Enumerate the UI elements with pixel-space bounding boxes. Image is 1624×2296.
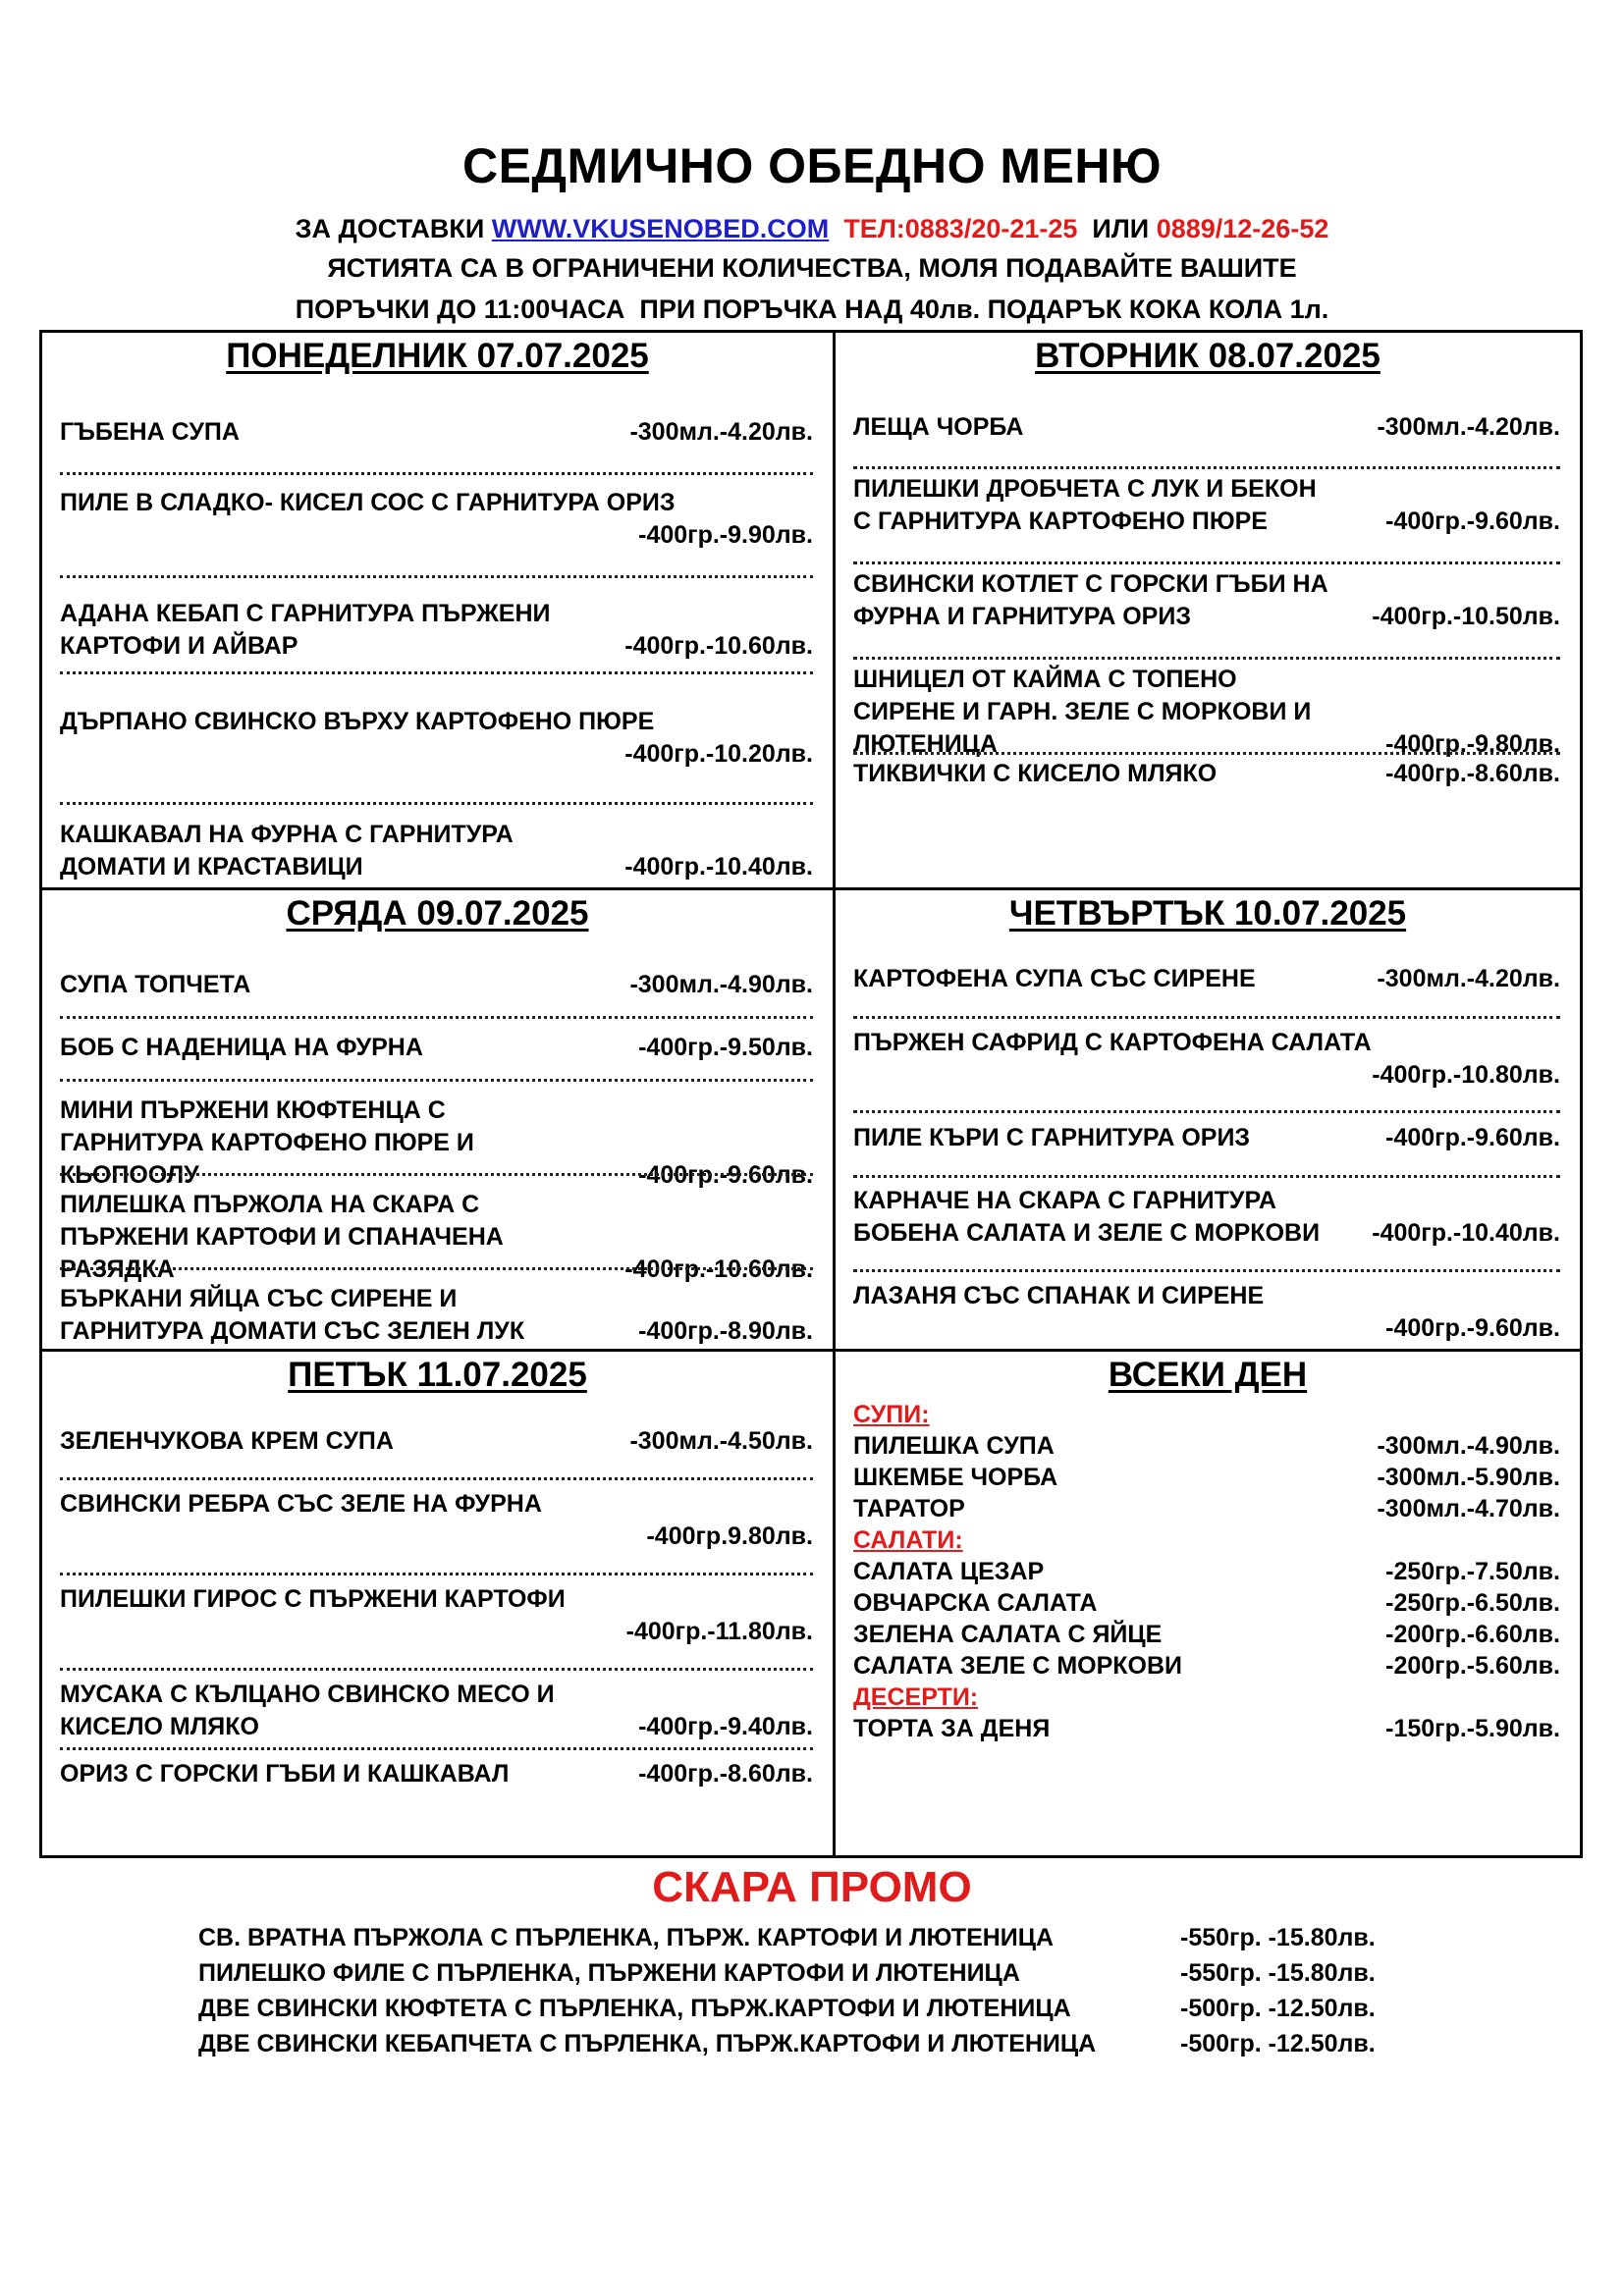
- dotted-separator: [60, 1079, 813, 1082]
- menu-item: КАРТОФЕНА СУПА СЪС СИРЕНЕ -300мл.-4.20лв.: [853, 965, 1560, 992]
- dotted-separator: [60, 1747, 813, 1750]
- dotted-separator: [60, 671, 813, 674]
- notice-line-2: ПОРЪЧКИ ДО 11:00ЧАСА ПРИ ПОРЪЧКА НАД 40лв. ПОДАРЪК КОКА КОЛА 1л.: [295, 294, 1329, 324]
- menu-item: ЗЕЛЕНЧУКОВА КРЕМ СУПА -300мл.-4.50лв.: [60, 1427, 813, 1455]
- list-item: САЛАТА ЗЕЛЕ С МОРКОВИ -200гр.-5.60лв.: [853, 1652, 1560, 1680]
- list-item: ТОРТА ЗА ДЕНЯ -150гр.-5.90лв.: [853, 1715, 1560, 1742]
- delivery-label: ЗА ДОСТАВКИ: [295, 214, 485, 243]
- dotted-separator: [853, 561, 1560, 564]
- list-item: САЛАТА ЦЕЗАР -250гр.-7.50лв.: [853, 1558, 1560, 1585]
- dotted-separator: [60, 1016, 813, 1019]
- dotted-separator: [853, 657, 1560, 660]
- menu-item: БОБ С НАДЕНИЦА НА ФУРНА -400гр.-9.50лв.: [60, 1034, 813, 1061]
- dotted-separator: [60, 802, 813, 805]
- day-title: ЧЕТВЪРТЪК 10.07.2025: [1008, 894, 1407, 933]
- dotted-separator: [853, 1016, 1560, 1019]
- dotted-separator: [60, 1267, 813, 1270]
- menu-item: ЛАЗАНЯ СЪС СПАНАК И СИРЕНЕ -400гр.-9.60лв.: [853, 1282, 1560, 1342]
- dotted-separator: [853, 1269, 1560, 1272]
- website-link[interactable]: WWW.VKUSENOBED.COM: [491, 214, 830, 243]
- list-item: ЗЕЛЕНА САЛАТА С ЯЙЦЕ -200гр.-6.60лв.: [853, 1621, 1560, 1648]
- phone-primary[interactable]: ТЕЛ:0883/20-21-25: [843, 214, 1078, 243]
- promo-item: ДВЕ СВИНСКИ КЕБАПЧЕТА С ПЪРЛЕНКА, ПЪРЖ.КАРТОФИ И ЛЮТЕНИЦА -500гр. -12.50лв.: [198, 2030, 1376, 2057]
- menu-title: СЕДМИЧНО ОБЕДНО МЕНЮ: [461, 138, 1163, 193]
- list-item: ОВЧАРСКА САЛАТА -250гр.-6.50лв.: [853, 1589, 1560, 1617]
- day-title: СРЯДА 09.07.2025: [286, 894, 589, 933]
- dotted-separator: [853, 752, 1560, 755]
- menu-grid: [39, 330, 1583, 1858]
- day-title: ПЕТЪК 11.07.2025: [288, 1356, 587, 1394]
- menu-item: МУСАКА С КЪЛЦАНО СВИНСКО МЕСО И КИСЕЛО МЛЯКО -400гр.-9.40лв.: [60, 1681, 813, 1740]
- dotted-separator: [60, 575, 813, 578]
- dotted-separator: [60, 1173, 813, 1176]
- menu-item: ПИЛЕШКИ ДРОБЧЕТА С ЛУК И БЕКОН С ГАРНИТУРА КАРТОФЕНО ПЮРЕ -400гр.-9.60лв.: [853, 475, 1560, 535]
- category-salads: САЛАТИ:: [853, 1526, 963, 1554]
- menu-item: ПИЛЕШКА ПЪРЖОЛА НА СКАРА С ПЪРЖЕНИ КАРТОФИ И СПАНАЧЕНА РАЗЯДКА -400гр.-10.60лв.: [60, 1191, 813, 1283]
- promo-item: СВ. ВРАТНА ПЪРЖОЛА С ПЪРЛЕНКА, ПЪРЖ. КАРТОФИ И ЛЮТЕНИЦА -550гр. -15.80лв.: [198, 1924, 1376, 1951]
- dotted-separator: [60, 472, 813, 475]
- dotted-separator: [853, 1110, 1560, 1113]
- menu-item: ПЪРЖЕН САФРИД С КАРТОФЕНА САЛАТА -400гр.-10.80лв.: [853, 1029, 1560, 1089]
- dotted-separator: [853, 1175, 1560, 1178]
- menu-item: ГЪБЕНА СУПА -300мл.-4.20лв.: [60, 418, 813, 446]
- category-soups: СУПИ:: [853, 1401, 930, 1428]
- promo-item: ДВЕ СВИНСКИ КЮФТЕТА С ПЪРЛЕНКА, ПЪРЖ.КАРТОФИ И ЛЮТЕНИЦА -500гр. -12.50лв.: [198, 1995, 1376, 2022]
- promo-item: ПИЛЕШКО ФИЛЕ С ПЪРЛЕНКА, ПЪРЖЕНИ КАРТОФИ И ЛЮТЕНИЦА -550гр. -15.80лв.: [198, 1959, 1376, 1987]
- menu-item: МИНИ ПЪРЖЕНИ КЮФТЕНЦА С ГАРНИТУРА КАРТОФЕНО ПЮРЕ И КЬОПООЛУ -400гр.-9.60лв.: [60, 1096, 813, 1189]
- menu-item: ДЪРПАНО СВИНСКО ВЪРХУ КАРТОФЕНО ПЮРЕ -400гр.-10.20лв.: [60, 708, 813, 768]
- or-label: ИЛИ: [1092, 214, 1150, 243]
- menu-item: СУПА ТОПЧЕТА -300мл.-4.90лв.: [60, 971, 813, 998]
- menu-item: ПИЛЕ КЪРИ С ГАРНИТУРА ОРИЗ -400гр.-9.60лв.: [853, 1124, 1560, 1151]
- day-title: ВТОРНИК 08.07.2025: [1035, 337, 1380, 375]
- dotted-separator: [60, 1477, 813, 1480]
- menu-item: КАШКАВАЛ НА ФУРНА С ГАРНИТУРА ДОМАТИ И КРАСТАВИЦИ -400гр.-10.40лв.: [60, 821, 813, 881]
- category-desserts: ДЕСЕРТИ:: [853, 1683, 979, 1711]
- list-item: ПИЛЕШКА СУПА -300мл.-4.90лв.: [853, 1432, 1560, 1460]
- menu-item: БЪРКАНИ ЯЙЦА СЪС СИРЕНЕ И ГАРНИТУРА ДОМАТИ СЪС ЗЕЛЕН ЛУК -400гр.-8.90лв.: [60, 1285, 813, 1345]
- menu-item: СВИНСКИ РЕБРА СЪС ЗЕЛЕ НА ФУРНА -400гр.9.80лв.: [60, 1490, 813, 1550]
- dotted-separator: [853, 466, 1560, 469]
- menu-item: ЛЕЩА ЧОРБА -300мл.-4.20лв.: [853, 413, 1560, 441]
- menu-item: ПИЛЕШКИ ГИРОС С ПЪРЖЕНИ КАРТОФИ -400гр.-11.80лв.: [60, 1585, 813, 1645]
- list-item: ТАРАТОР -300мл.-4.70лв.: [853, 1495, 1560, 1522]
- every-day-section: [836, 1352, 1580, 1855]
- day-friday: [42, 1352, 833, 1855]
- day-title: ВСЕКИ ДЕН: [1108, 1356, 1308, 1394]
- menu-item: ПИЛЕ В СЛАДКО- КИСЕЛ СОС С ГАРНИТУРА ОРИЗ -400гр.-9.90лв.: [60, 489, 813, 549]
- phone-secondary[interactable]: 0889/12-26-52: [1156, 214, 1329, 243]
- day-title: ПОНЕДЕЛНИК 07.07.2025: [226, 337, 649, 375]
- menu-item: КАРНАЧЕ НА СКАРА С ГАРНИТУРА БОБЕНА САЛАТА И ЗЕЛЕ С МОРКОВИ -400гр.-10.40лв.: [853, 1187, 1560, 1247]
- notice-line-1: ЯСТИЯТА СА В ОГРАНИЧЕНИ КОЛИЧЕСТВА, МОЛЯ ПОДАВАЙТЕ ВАШИТЕ: [327, 253, 1297, 283]
- delivery-line: [0, 214, 1624, 244]
- dotted-separator: [60, 1573, 813, 1575]
- day-tuesday: [836, 333, 1580, 887]
- menu-item: ШНИЦЕЛ ОТ КАЙМА С ТОПЕНО СИРЕНЕ И ГАРН. ЗЕЛЕ С МОРКОВИ И ЛЮТЕНИЦА -400гр.-9.80лв.: [853, 666, 1560, 758]
- promo-title: СКАРА ПРОМО: [652, 1863, 972, 1911]
- menu-item: АДАНА КЕБАП С ГАРНИТУРА ПЪРЖЕНИ КАРТОФИ И АЙВАР -400гр.-10.60лв.: [60, 600, 813, 660]
- list-item: ШКЕМБЕ ЧОРБА -300мл.-5.90лв.: [853, 1464, 1560, 1491]
- day-thursday: [836, 890, 1580, 1349]
- menu-item: СВИНСКИ КОТЛЕТ С ГОРСКИ ГЪБИ НА ФУРНА И ГАРНИТУРА ОРИЗ -400гр.-10.50лв.: [853, 570, 1560, 630]
- dotted-separator: [60, 1668, 813, 1671]
- day-monday: [42, 333, 833, 887]
- menu-item: ОРИЗ С ГОРСКИ ГЪБИ И КАШКАВАЛ -400гр.-8.60лв.: [60, 1760, 813, 1788]
- menu-item: ТИКВИЧКИ С КИСЕЛО МЛЯКО -400гр.-8.60лв.: [853, 760, 1560, 787]
- day-wednesday: [42, 890, 833, 1349]
